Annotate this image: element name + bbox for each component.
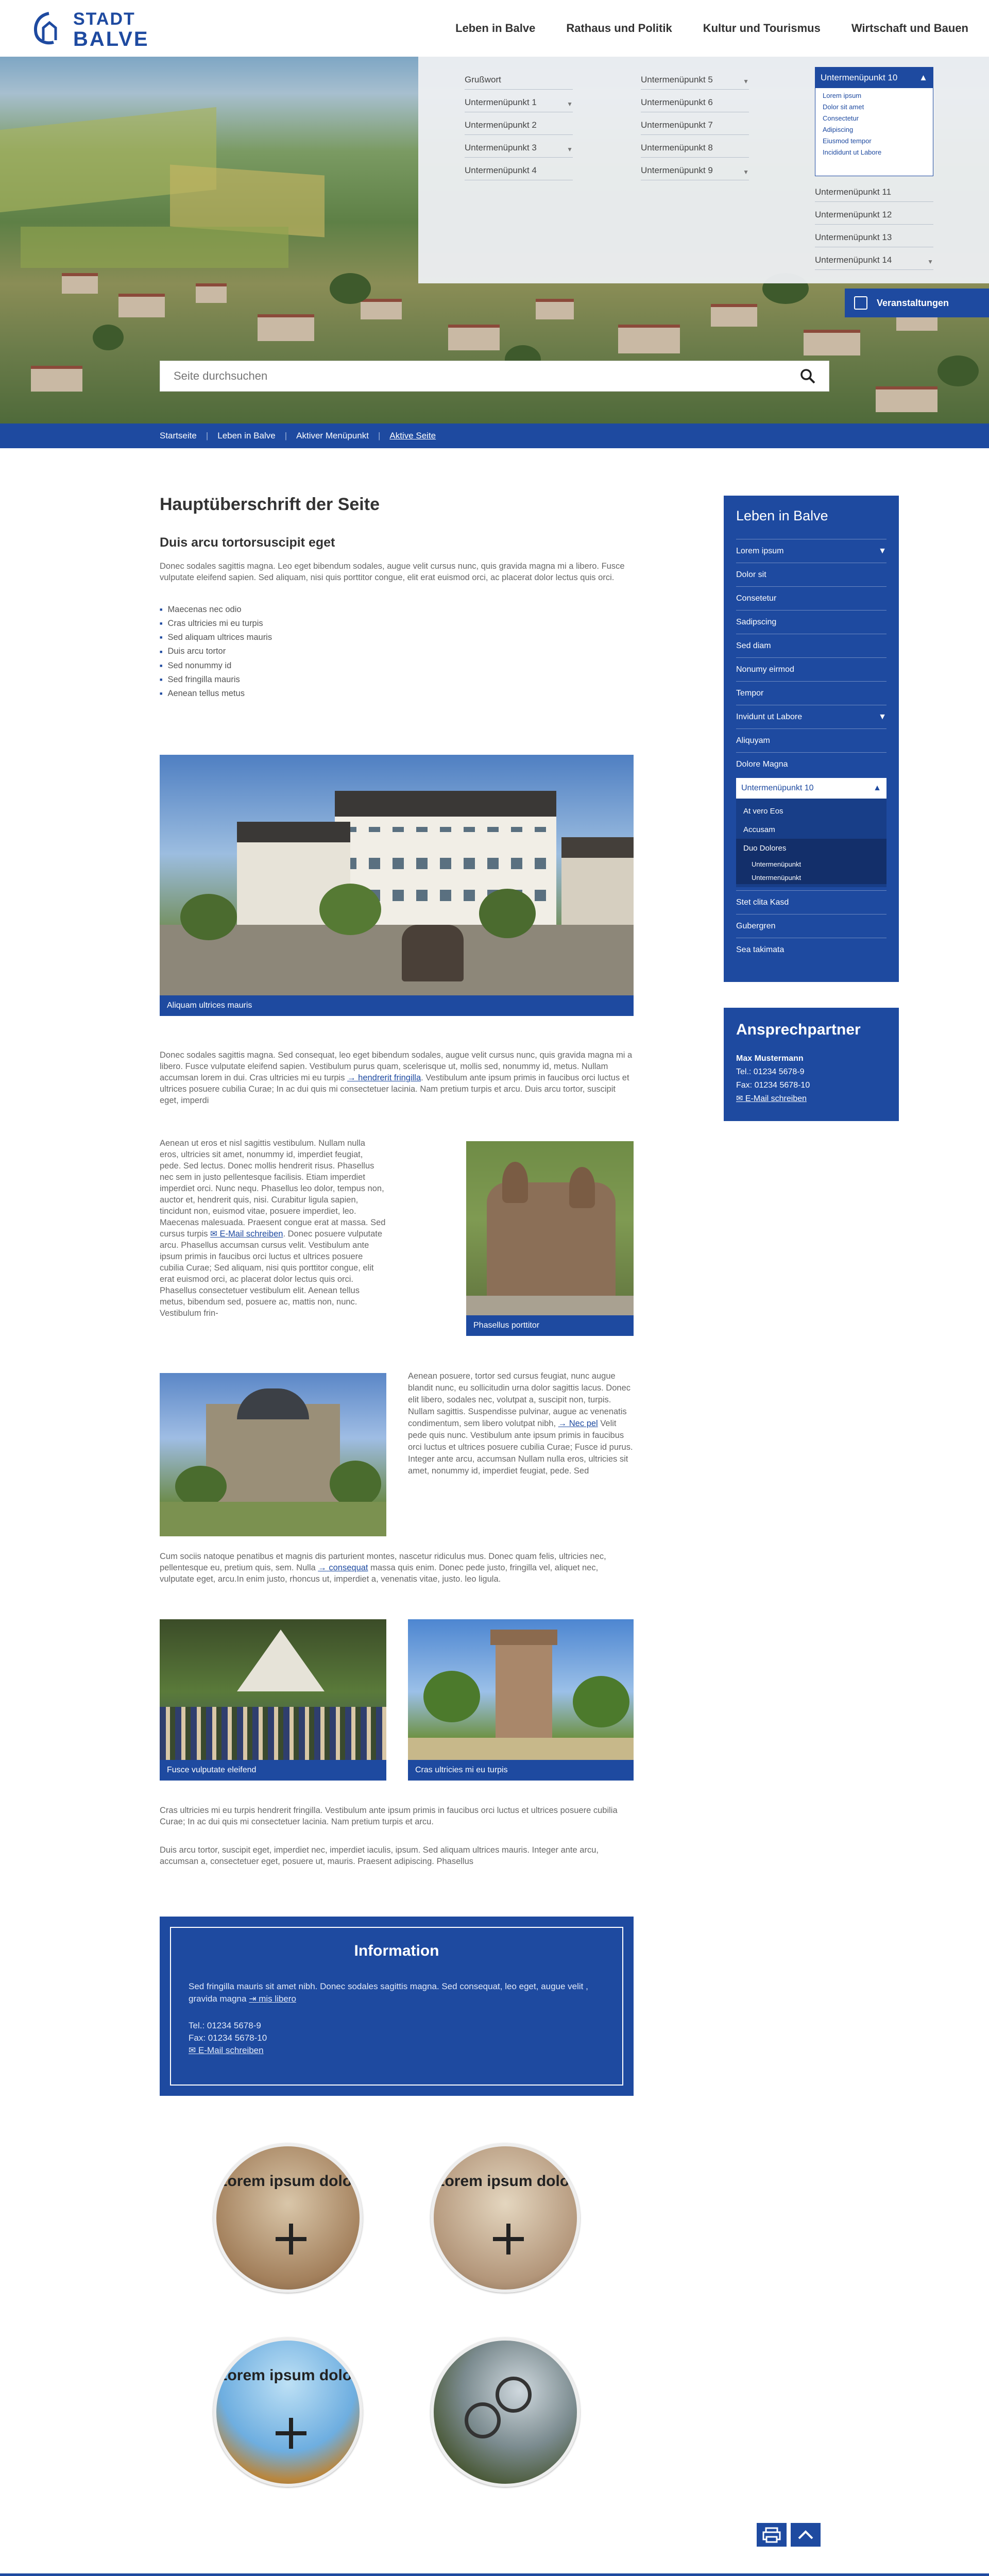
list-item: ■ Duis arcu tortor (160, 645, 634, 658)
info-tel: Tel.: 01234 5678-9 (189, 2021, 261, 2030)
sidebar-item[interactable]: Invidunt ut Labore ▼ (736, 705, 886, 728)
list-item: ■ Sed fringilla mauris (160, 673, 634, 687)
mega-menu-item[interactable]: Untermenüpunkt 9 ▼ (641, 158, 749, 180)
chevron-down-icon[interactable]: ▼ (878, 712, 886, 721)
print-button[interactable] (757, 2523, 787, 2547)
sidebar-item[interactable]: Sea takimata (736, 938, 886, 961)
sidebar-item[interactable]: Dolore Magna (736, 752, 886, 776)
bullet-list (160, 603, 634, 701)
mega-submenu-item[interactable]: Incididunt ut Labore (823, 148, 882, 156)
chevron-up-icon[interactable]: ▲ (873, 784, 881, 792)
sidebar-submenu (736, 799, 886, 887)
sidebar-item[interactable]: Stet clita Kasd (736, 890, 886, 914)
mega-menu-item[interactable]: Untermenüpunkt 1 ▼ (465, 90, 573, 112)
list-item: ■ Sed nonummy id (160, 659, 634, 673)
mega-menu-item[interactable]: Untermenüpunkt 14 ▼ (815, 247, 933, 270)
sidebar-title: Leben in Balve (736, 508, 828, 523)
search-input[interactable] (174, 369, 740, 383)
mega-menu-submenu (815, 88, 933, 160)
printer-icon (757, 2523, 787, 2547)
chevron-down-icon[interactable]: ▼ (927, 258, 933, 265)
mega-menu-item[interactable]: Grußwort (465, 67, 573, 90)
mega-menu-item[interactable]: Untermenüpunkt 7 (641, 112, 749, 135)
nav-wirtschaft-und-bauen[interactable]: Wirtschaft und Bauen (851, 22, 968, 35)
logo-text-bottom: BALVE (73, 28, 149, 50)
mega-menu-col-3 (815, 67, 933, 270)
image-caption: Fusce vulputate eleifend (160, 1760, 386, 1781)
fountain-photo (466, 1141, 634, 1336)
search-bar (160, 361, 829, 392)
paragraph: Duis arcu tortor, suscipit eget, imperdiet nec, imperdiet iaculis, ipsum. Sed aliquam ultrices mauris. Integer ante arcu, accumsan a, consectetuer eget, posuere ut, mauris. Praesent adipiscing. Phasellus (160, 1845, 599, 1866)
sidebar-subitem-active[interactable]: Duo Dolores (736, 839, 886, 857)
teaser-circle-image[interactable] (431, 2337, 580, 2487)
paragraph: Aenean ut eros et nisl sagittis vestibulum. Nullam nulla eros, ultricies sit amet, nonummy id, imperdiet feugiat, pede. Sed lectus. Donec mollis hendrerit risus. Phasellus nec sem in justo pellentesque facilisis. Etiam imperdiet imperdiet orci. Nunc nequ. Phasellus leo dolor, tempus non, auctor et, hendrerit quis, nisi. Curabitur ligula sapien, tincidunt non, euismod vitae, posuere imperdiet, leo. Maecenas malesuada. Praesent congue erat at massa. Sed cursus turpis ✉ E-Mail schreiben. Donec posuere vulputate arcu. Phasellus accumsan cursus velit. Vestibulum ante ipsum primis in faucibus orci luctus et ultrices posuere cubilia Curae; Sed aliquam, nisi quis porttitor congue, elit erat euismod orci, ac placerat dolor lectus quis orci. Phasellus consectetuer vestibulum elit. Aenean tellus metus, bibendum sed, posuere ac, mattis non, nunc. Vestibulum frin- (160, 1139, 386, 1318)
mega-menu-item[interactable]: Untermenüpunkt 5 ▼ (641, 67, 749, 90)
inline-link[interactable]: → hendrerit fringilla (347, 1073, 421, 1082)
plus-icon (276, 2224, 306, 2255)
sidebar-subitem[interactable]: At vero Eos (743, 806, 783, 816)
breadcrumb-item[interactable]: Aktiver Menüpunkt (296, 431, 369, 440)
mail-icon: ✉ (210, 1229, 217, 1239)
paragraph: Cum sociis natoque penatibus et magnis dis parturient montes, nascetur ridiculus mus. Donec quam felis, ultricies nec, pellentesque eu, pretium quis, sem. Nulla → consequat massa quis enim. Donec pede justo, fringilla vel, aliquet nec, vulputate eget, arcu.In enim justo, rhoncus ut, imperdiet a, venenatis vitae, justo. leo ligula. (160, 1552, 606, 1584)
sidebar-item[interactable]: Tempor (736, 681, 886, 705)
image-caption: Aliquam ultrices mauris (160, 995, 634, 1016)
sidebar-item[interactable]: Sed diam (736, 634, 886, 657)
calendar-icon (854, 296, 867, 310)
inline-link[interactable]: → Nec pel (558, 1419, 598, 1428)
contact-fax: Fax: 01234 5678-10 (736, 1081, 810, 1090)
mega-menu-item[interactable]: Untermenüpunkt 11 (815, 179, 933, 202)
sidebar-subsubitem[interactable]: Untermenüpunkt (736, 871, 886, 884)
site-header (0, 0, 989, 57)
teaser-label: Lorem ipsum dolor (218, 2367, 358, 2384)
chevron-up-icon[interactable]: ▲ (919, 73, 928, 82)
contact-box (724, 1008, 899, 1121)
mega-submenu-item[interactable]: Consectetur (823, 114, 859, 122)
contact-email-link[interactable]: ✉ E-Mail schreiben (736, 1094, 807, 1103)
mail-icon: ✉ (189, 2045, 196, 2055)
sidebar-item[interactable]: Dolor sit (736, 563, 886, 586)
search-icon[interactable] (800, 368, 815, 384)
paragraph: Donec sodales sagittis magna. Sed consequat, leo eget bibendum sodales, augue velit cursus nunc, quis gravida magna mi a libero. Fusce vulputate eleifend sapien. Vestibulum purus quam, scelerisque ut, mollis sed, nonummy id, metus. Nullam accumsan lorem in dui. Cras ultricies mi eu turpis → hendrerit fringilla. Vestibulum ante ipsum primis in faucibus orci luctus et ultrices posuere cubilia Curae; In ac dui quis mi consectetuer lacinia. Nam pretium turpis et arcu. Duis arcu tortor, suscipit eget, imperdi (160, 1050, 633, 1105)
email-link[interactable]: ✉ E-Mail schreiben (210, 1229, 283, 1239)
mega-submenu-item[interactable]: Eiusmod tempor (823, 137, 872, 145)
teaser-label: Lorem ipsum dolor (218, 2173, 358, 2190)
sidebar-open-item[interactable]: Untermenüpunkt 10 ▲ (736, 778, 886, 799)
contact-name: Max Mustermann (736, 1054, 804, 1063)
church-photo (160, 1373, 386, 1536)
sidebar-item[interactable]: Lorem ipsum ▼ (736, 539, 886, 563)
mega-menu-item[interactable]: Untermenüpunkt 13 (815, 225, 933, 247)
mega-menu-item[interactable]: Untermenüpunkt 6 (641, 90, 749, 112)
paragraph: Cras ultricies mi eu turpis hendrerit fringilla. Vestibulum ante ipsum primis in faucibus orci luctus et ultrices posuere cubilia Curae; In ac dui quis mi consectetuer lacinia. Nam pretium turpis et arcu. (160, 1806, 618, 1826)
info-title: Information (354, 1942, 439, 1959)
mega-submenu-item[interactable]: Dolor sit amet (823, 103, 864, 111)
mega-menu-item[interactable]: Untermenüpunkt 3 ▼ (465, 135, 573, 158)
intro-paragraph: Donec sodales sagittis magna. Leo eget bibendum sodales, augue velit cursus nunc, quis gravida magna mi a libero. Fusce vulputate eleifend sapien. Sed aliquam, nisi quis porttitor congue, elit erat euismod orci, ac placerat dolor lectus quis orci. (160, 562, 625, 582)
list-item: ■ Maecenas nec odio (160, 603, 634, 617)
arrow-right-icon: → (318, 1563, 327, 1572)
teaser-circle[interactable] (213, 2143, 363, 2293)
logo-mark-icon (31, 10, 67, 46)
nav-rathaus-und-politik[interactable]: Rathaus und Politik (566, 22, 672, 35)
sidebar-nav (724, 496, 899, 982)
sidebar-subsubitem[interactable]: Untermenüpunkt (736, 857, 886, 871)
teaser-label: Lorem ipsum dolor (435, 2173, 575, 2190)
hero-panorama (0, 57, 989, 423)
playground-photo (408, 1619, 634, 1781)
chevron-down-icon[interactable]: ▼ (743, 78, 749, 85)
info-fax: Fax: 01234 5678-10 (189, 2033, 267, 2043)
list-item: ■ Cras ultricies mi eu turpis (160, 617, 634, 631)
contact-title: Ansprechpartner (736, 1021, 861, 1038)
nav-kultur-und-tourismus[interactable]: Kultur und Tourismus (703, 22, 821, 35)
list-item: ■ Aenean tellus metus (160, 687, 634, 701)
teaser-circle[interactable] (213, 2337, 363, 2487)
townhall-photo (160, 755, 634, 1016)
chevron-up-icon (791, 2523, 821, 2547)
info-text: Sed fringilla mauris sit amet nibh. Donec sodales sagittis magna. Sed consequat, leo eget, augue velit , gravida magna ⇥ mis libero (189, 1981, 588, 2004)
sidebar (724, 496, 899, 1121)
external-link-icon: ⇥ (249, 1994, 257, 2004)
sidebar-item[interactable]: Aliquyam (736, 728, 886, 752)
chevron-down-icon[interactable]: ▼ (743, 168, 749, 176)
mega-menu-col-2 (641, 67, 749, 180)
mega-menu-open-item (815, 67, 933, 176)
nav-leben-in-balve[interactable]: Leben in Balve (455, 22, 536, 35)
info-link[interactable]: ⇥ mis libero (249, 1994, 296, 2004)
mega-submenu-item[interactable]: Lorem ipsum (823, 92, 862, 99)
plus-icon (493, 2224, 524, 2255)
mega-menu-item[interactable]: Untermenüpunkt 4 (465, 158, 573, 180)
breadcrumb: Startseite | Leben in Balve | Aktiver Menüpunkt | Aktive Seite (0, 423, 989, 448)
mega-menu-open-head[interactable]: Untermenüpunkt 10 ▲ (815, 67, 933, 88)
info-box (160, 1917, 634, 2096)
sidebar-item[interactable]: Sadipscing (736, 610, 886, 634)
theater-photo (160, 1619, 386, 1781)
back-to-top-button[interactable] (791, 2523, 821, 2547)
logo-text-top: STADT (73, 9, 135, 29)
mega-menu (418, 57, 989, 283)
breadcrumb-current[interactable]: Aktive Seite (389, 431, 436, 440)
footer (0, 2573, 989, 2576)
inline-link[interactable]: → consequat (318, 1563, 368, 1572)
section-subtitle: Duis arcu tortorsuscipit eget (160, 535, 335, 550)
sidebar-item[interactable]: Consetetur (736, 586, 886, 610)
plus-icon (276, 2418, 306, 2449)
mega-menu-col-1 (465, 67, 573, 180)
arrow-right-icon: → (558, 1419, 567, 1428)
sidebar-item[interactable]: Nonumy eirmod (736, 657, 886, 681)
chevron-down-icon[interactable]: ▼ (567, 100, 573, 108)
main-content (160, 495, 634, 701)
mega-menu-item[interactable]: Untermenüpunkt 2 (465, 112, 573, 135)
info-email-link[interactable]: ✉ E-Mail schreiben (189, 2045, 264, 2055)
list-item: ■ Sed aliquam ultrices mauris (160, 631, 634, 645)
sidebar-item[interactable]: Gubergren (736, 914, 886, 938)
paragraph: Aenean posuere, tortor sed cursus feugiat, nunc augue blandit nunc, eu sollicitudin urna dolor sagittis lacus. Donec elit libero, sodales nec, volutpat a, suscipit non, turpis. Nullam sagittis. Suspendisse pulvinar, augue ac venenatis condimentum, sem libero volutpat nibh, → Nec pel Velit pede quis nunc. Vestibulum ante ipsum primis in faucibus orci luctus et ultrices posuere cubilia Curae; Fusce id purus. Integer ante arcu, accumsan Nullam nulla eros, ultricies sit amet, nonummy id, imperdiet feugiat, pede. Sed (408, 1371, 633, 1476)
sidebar-subitem[interactable]: Accusam (743, 825, 775, 834)
page-title: Hauptüberschrift der Seite (160, 495, 380, 514)
contact-tel: Tel.: 01234 5678-9 (736, 1067, 805, 1076)
events-button-label: Veranstaltungen (877, 297, 949, 308)
arrow-right-icon: → (347, 1073, 356, 1082)
image-caption: Phasellus porttitor (466, 1315, 634, 1336)
mail-icon: ✉ (736, 1094, 743, 1103)
breadcrumb-home[interactable]: Startseite (160, 431, 197, 440)
site-logo[interactable] (31, 7, 165, 48)
chevron-down-icon[interactable]: ▼ (878, 546, 886, 555)
mega-menu-item[interactable]: Untermenüpunkt 8 (641, 135, 749, 158)
teaser-circle[interactable] (431, 2143, 580, 2293)
image-caption: Cras ultricies mi eu turpis (408, 1760, 634, 1781)
chevron-down-icon[interactable]: ▼ (567, 146, 573, 153)
mega-submenu-item[interactable]: Adipiscing (823, 126, 854, 133)
events-button[interactable] (845, 289, 989, 317)
main-navigation (455, 22, 968, 35)
mega-menu-item[interactable]: Untermenüpunkt 12 (815, 202, 933, 225)
breadcrumb-item[interactable]: Leben in Balve (217, 431, 276, 440)
